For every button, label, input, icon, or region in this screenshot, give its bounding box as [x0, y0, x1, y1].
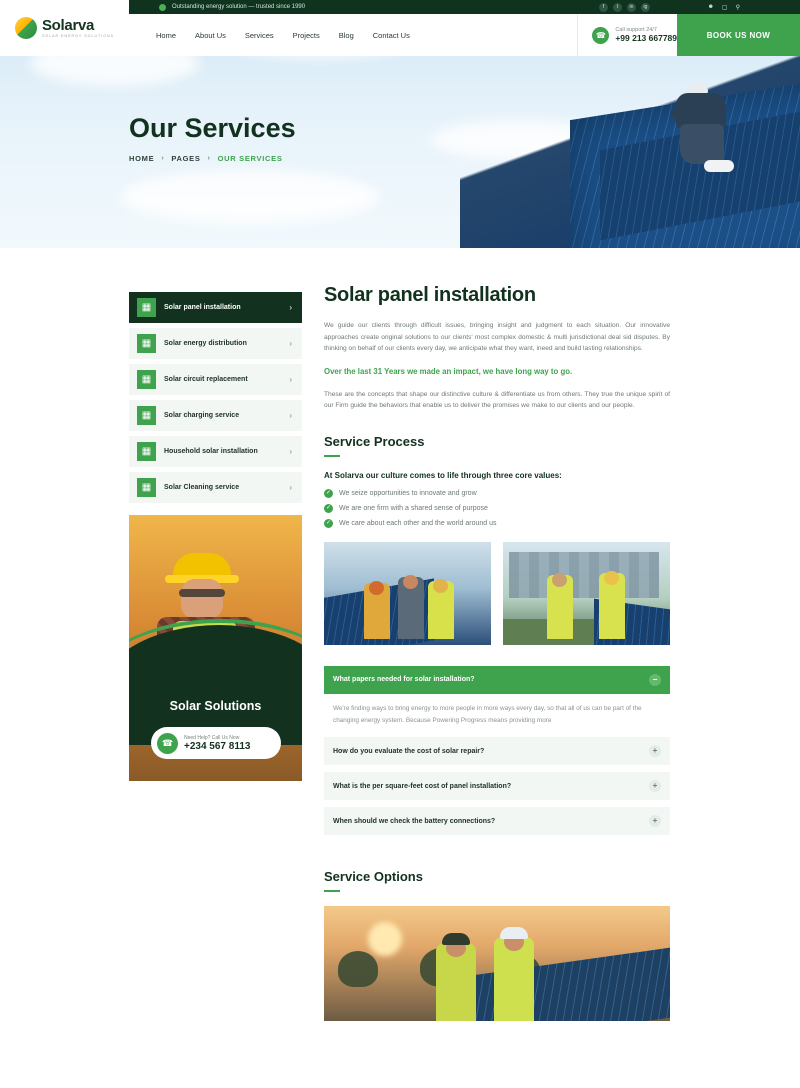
- sidebar-item-solar-circuit-replacement[interactable]: [129, 364, 302, 395]
- faq-entry: [324, 666, 670, 731]
- call-support-block[interactable]: [577, 14, 677, 56]
- energy-icon: ▦: [137, 334, 156, 353]
- phone-icon: ☎: [592, 27, 609, 44]
- chevron-right-icon: ›: [207, 155, 211, 162]
- heading-underline: [324, 890, 340, 892]
- service-list: [129, 292, 302, 503]
- breadcrumb-item-home[interactable]: HOME: [129, 154, 155, 163]
- chevron-right-icon: ›: [289, 447, 292, 456]
- main-column: [324, 284, 670, 1021]
- sidebar-item-solar-charging-service[interactable]: [129, 400, 302, 431]
- promo-call-label: Need Help? Call Us Now: [184, 734, 240, 741]
- sidebar-item-label: Solar energy distribution: [164, 340, 247, 347]
- check-circle-icon: ✓: [325, 489, 332, 496]
- twitter-icon[interactable]: t: [613, 3, 622, 12]
- faq-question-text: When should we check the battery connections?: [333, 817, 496, 825]
- cart-icon[interactable]: ▢: [721, 4, 728, 11]
- brand-name: Solarva: [41, 16, 95, 34]
- promo-call-number: +234 567 8113: [184, 740, 251, 752]
- search-icon[interactable]: ⚲: [735, 4, 740, 11]
- photo-technicians-at-sunset-solar-farm: [324, 906, 670, 1021]
- hero-photo-solar-worker: [460, 48, 800, 248]
- sidebar-item-label: Household solar installation: [164, 448, 258, 455]
- sidebar-item-solar-panel-installation[interactable]: [129, 292, 302, 323]
- service-intro-paragraph: We guide our clients through difficult issues, bringing insight and judgment to each situation. Our innovative approaches create original solutions to our clients' most complex domestic & multi jurisdictional deal sid disputes. By thinking on behalf of our clients every day, we anticipate what they want, ineed and build lasting relationships.: [324, 322, 670, 353]
- service-title: Solar panel installation: [324, 284, 536, 306]
- minus-icon[interactable]: −: [649, 674, 661, 686]
- service-options-heading: Service Options: [324, 869, 423, 885]
- core-values-list: [324, 489, 670, 528]
- photo-workers-high-five: [503, 542, 670, 645]
- cleaning-icon: ▦: [137, 478, 156, 497]
- call-support-label: Call support 24/7: [615, 27, 657, 33]
- chevron-right-icon: ›: [289, 339, 292, 348]
- site-header: [0, 0, 800, 56]
- chevron-right-icon: ›: [161, 155, 165, 162]
- plus-icon[interactable]: +: [649, 815, 661, 827]
- promo-title: Solar Solutions: [169, 699, 262, 713]
- sidebar-item-household-solar-installation[interactable]: [129, 436, 302, 467]
- check-circle-icon: ✓: [325, 504, 332, 511]
- core-value-text: We care about each other and the world around us: [339, 519, 497, 527]
- chevron-right-icon: ›: [289, 483, 292, 492]
- brand-tagline: SOLAR ENERGY SOLUTIONS: [41, 33, 115, 38]
- promo-call-button[interactable]: [151, 727, 281, 759]
- list-item: [324, 504, 670, 513]
- faq-question-text: How do you evaluate the cost of solar repair?: [333, 747, 485, 755]
- check-circle-icon: ✓: [325, 519, 332, 526]
- logo[interactable]: [0, 0, 129, 56]
- service-process-lead: At Solarva our culture comes to life through three core values:: [324, 470, 562, 480]
- page-title: Our Services: [129, 113, 296, 143]
- solar-panel-icon: ▦: [137, 298, 156, 317]
- home-solar-icon: ▦: [137, 442, 156, 461]
- nav-item-home[interactable]: Home: [156, 30, 177, 40]
- faq-question-text: What is the per square-feet cost of panel installation?: [333, 782, 512, 790]
- faq-question-cost-of-solar-repair[interactable]: [324, 737, 670, 765]
- charging-icon: ▦: [137, 406, 156, 425]
- breadcrumb-item-current: OUR SERVICES: [217, 154, 283, 163]
- core-value-text: We are one firm with a shared sense of purpose: [339, 504, 488, 512]
- nav-item-about-us[interactable]: About Us: [195, 30, 226, 40]
- plus-icon[interactable]: +: [649, 780, 661, 792]
- photo-engineers-inspecting-solar-panels: [324, 542, 491, 645]
- cloud-shape: [120, 170, 380, 224]
- linkedin-icon[interactable]: in: [627, 3, 636, 12]
- heading-underline: [324, 455, 340, 457]
- list-item: [324, 489, 670, 498]
- sidebar-item-label: Solar Cleaning service: [164, 484, 240, 491]
- chevron-right-icon: ›: [289, 303, 292, 312]
- faq-question-text: What papers needed for solar installation?: [333, 676, 475, 684]
- facebook-icon[interactable]: f: [599, 3, 608, 12]
- service-highlight: Over the last 31 Years we made an impact, we have long way to go.: [324, 366, 573, 376]
- faq-question-battery-connections[interactable]: [324, 807, 670, 835]
- sidebar-item-label: Solar circuit replacement: [164, 376, 248, 383]
- call-support-number: +99 213 667789: [615, 33, 677, 43]
- faq-answer-papers-needed: We're finding ways to bring energy to more people in more ways every day, so that all of us can be part of the changing energy system. Because Powering Progress means providing more: [333, 704, 642, 724]
- instagram-icon[interactable]: ig: [641, 3, 650, 12]
- solarva-logo-icon: [15, 17, 37, 39]
- nav-item-services[interactable]: Services: [244, 30, 274, 40]
- breadcrumb: [129, 154, 283, 163]
- account-icon[interactable]: ☻: [707, 4, 714, 10]
- sidebar-item-solar-cleaning-service[interactable]: [129, 472, 302, 503]
- chevron-right-icon: ›: [289, 375, 292, 384]
- main-navigation: [129, 14, 800, 56]
- worker-figure: [670, 82, 740, 178]
- service-process-heading: Service Process: [324, 433, 425, 449]
- topbar-promo-text: Outstanding energy solution — trusted since 1990: [172, 4, 306, 10]
- plus-icon[interactable]: +: [649, 745, 661, 757]
- sidebar-item-label: Solar panel installation: [164, 304, 241, 311]
- sidebar: [129, 292, 302, 781]
- sidebar-promo-card: [129, 515, 302, 781]
- sidebar-item-solar-energy-distribution[interactable]: [129, 328, 302, 359]
- faq-question-papers-needed[interactable]: [324, 666, 670, 694]
- chevron-right-icon: ›: [289, 411, 292, 420]
- process-photo-row: [324, 542, 670, 645]
- sidebar-item-label: Solar charging service: [164, 412, 240, 419]
- nav-item-projects[interactable]: Projects: [292, 30, 320, 40]
- service-paragraph-two: These are the concepts that shape our distinctive culture & differentiate us from others. They true the unique spirit of our Firm guide the behaviors that enable us to deliver the promises we make to our clients and our people.: [324, 390, 670, 410]
- phone-icon: ☎: [157, 733, 178, 754]
- book-us-now-button[interactable]: BOOK US NOW: [677, 14, 800, 56]
- nav-item-contact-us[interactable]: Contact Us: [372, 30, 410, 40]
- core-value-text: We seize opportunities to innovate and grow: [339, 489, 477, 497]
- breadcrumb-item-pages[interactable]: PAGES: [171, 154, 201, 163]
- list-item: [324, 519, 670, 528]
- nav-item-blog[interactable]: Blog: [338, 30, 354, 40]
- faq-question-per-square-feet-cost[interactable]: [324, 772, 670, 800]
- circuit-icon: ▦: [137, 370, 156, 389]
- faq-accordion: [324, 666, 670, 836]
